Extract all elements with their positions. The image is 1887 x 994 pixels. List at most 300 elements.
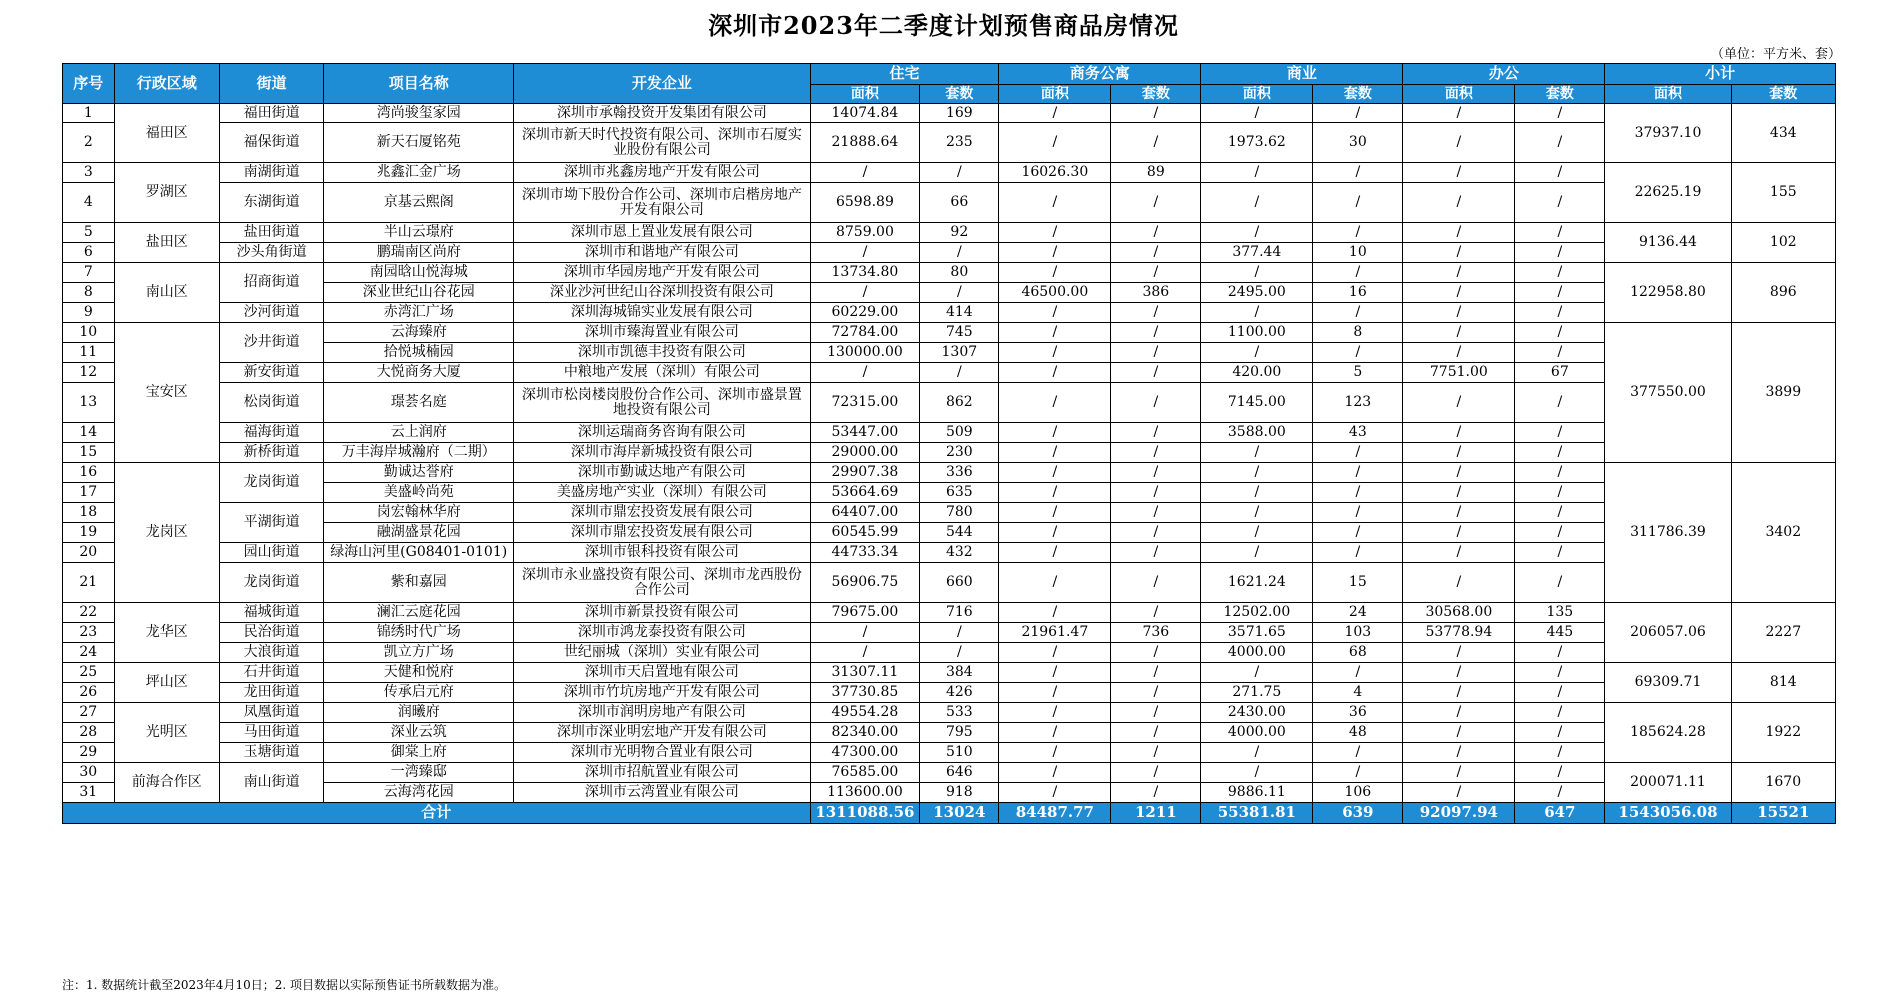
res-area-cell: 60545.99 xyxy=(810,523,920,543)
header-street: 街道 xyxy=(219,64,323,104)
biz-units-cell: 8 xyxy=(1313,323,1403,343)
off-area-cell: 7751.00 xyxy=(1403,363,1515,383)
biz-units-cell: 16 xyxy=(1313,283,1403,303)
developer-cell: 深圳市光明物合置业有限公司 xyxy=(514,743,810,763)
apt-area-cell: / xyxy=(999,383,1111,423)
off-area-cell: / xyxy=(1403,383,1515,423)
page-title: 深圳市2023年二季度计划预售商品房情况 xyxy=(708,11,1179,40)
res-units-cell: 66 xyxy=(920,183,999,223)
district-cell: 罗湖区 xyxy=(114,163,219,223)
street-cell: 凤凰街道 xyxy=(219,703,323,723)
off-units-cell: / xyxy=(1515,683,1605,703)
biz-area-cell: / xyxy=(1201,104,1313,123)
header-office: 办公 xyxy=(1403,64,1605,85)
total-sub-area: 1543056.08 xyxy=(1605,803,1731,824)
subtotal-area-cell: 37937.10 xyxy=(1605,104,1731,163)
apt-units-cell: / xyxy=(1111,363,1201,383)
seq-cell: 8 xyxy=(63,283,115,303)
off-units-cell: / xyxy=(1515,343,1605,363)
res-units-cell: 660 xyxy=(920,563,999,603)
res-area-cell: / xyxy=(810,163,920,183)
table-row xyxy=(63,563,1836,603)
apt-area-cell: / xyxy=(999,523,1111,543)
table-row xyxy=(63,363,1836,383)
district-cell: 宝安区 xyxy=(114,323,219,463)
apt-units-cell: / xyxy=(1111,123,1201,163)
biz-area-cell: / xyxy=(1201,183,1313,223)
seq-cell: 24 xyxy=(63,643,115,663)
res-area-cell: 82340.00 xyxy=(810,723,920,743)
project-name-cell: 绿海山河里(G08401-0101) xyxy=(324,543,514,563)
res-units-cell: 432 xyxy=(920,543,999,563)
subtotal-units-cell: 102 xyxy=(1731,223,1835,263)
res-units-cell: 795 xyxy=(920,723,999,743)
res-units-cell: 918 xyxy=(920,783,999,803)
street-cell: 沙头角街道 xyxy=(219,243,323,263)
developer-cell: 深圳市凯德丰投资有限公司 xyxy=(514,343,810,363)
developer-cell: 深圳市鼎宏投资发展有限公司 xyxy=(514,503,810,523)
off-area-cell: / xyxy=(1403,563,1515,603)
biz-area-cell: / xyxy=(1201,543,1313,563)
res-area-cell: 31307.11 xyxy=(810,663,920,683)
off-area-cell: / xyxy=(1403,443,1515,463)
apt-units-cell: / xyxy=(1111,243,1201,263)
off-units-cell: / xyxy=(1515,563,1605,603)
biz-units-cell: 5 xyxy=(1313,363,1403,383)
apt-area-cell: / xyxy=(999,104,1111,123)
subtotal-area-cell: 185624.28 xyxy=(1605,703,1731,763)
header-off-units: 套数 xyxy=(1515,85,1605,104)
developer-cell: 深圳市银科投资有限公司 xyxy=(514,543,810,563)
res-area-cell: 60229.00 xyxy=(810,303,920,323)
apt-area-cell: 16026.30 xyxy=(999,163,1111,183)
biz-units-cell: / xyxy=(1313,443,1403,463)
apt-units-cell: / xyxy=(1111,743,1201,763)
off-units-cell: / xyxy=(1515,483,1605,503)
apt-units-cell: / xyxy=(1111,563,1201,603)
seq-cell: 17 xyxy=(63,483,115,503)
off-area-cell: / xyxy=(1403,323,1515,343)
project-name-cell: 万丰海岸城瀚府（二期） xyxy=(324,443,514,463)
seq-cell: 15 xyxy=(63,443,115,463)
table-row xyxy=(63,463,1836,483)
res-units-cell: 384 xyxy=(920,663,999,683)
table-row xyxy=(63,763,1836,783)
street-cell: 福城街道 xyxy=(219,603,323,623)
res-area-cell: 56906.75 xyxy=(810,563,920,603)
district-cell: 南山区 xyxy=(114,263,219,323)
res-units-cell: 230 xyxy=(920,443,999,463)
biz-units-cell: / xyxy=(1313,104,1403,123)
off-area-cell: / xyxy=(1403,283,1515,303)
project-name-cell: 鹏瑞南区尚府 xyxy=(324,243,514,263)
biz-units-cell: 15 xyxy=(1313,563,1403,603)
biz-units-cell: 106 xyxy=(1313,783,1403,803)
biz-area-cell: 4000.00 xyxy=(1201,723,1313,743)
project-name-cell: 云海湾花园 xyxy=(324,783,514,803)
developer-cell: 深圳市竹坑房地产开发有限公司 xyxy=(514,683,810,703)
developer-cell: 深圳市润明房地产有限公司 xyxy=(514,703,810,723)
biz-area-cell: / xyxy=(1201,263,1313,283)
developer-cell: 深圳运瑞商务咨询有限公司 xyxy=(514,423,810,443)
apt-area-cell: / xyxy=(999,603,1111,623)
res-area-cell: 21888.64 xyxy=(810,123,920,163)
seq-cell: 25 xyxy=(63,663,115,683)
street-cell: 松岗街道 xyxy=(219,383,323,423)
res-area-cell: 53664.69 xyxy=(810,483,920,503)
res-units-cell: 92 xyxy=(920,223,999,243)
header-district: 行政区域 xyxy=(114,64,219,104)
off-area-cell: / xyxy=(1403,423,1515,443)
apt-area-cell: / xyxy=(999,123,1111,163)
header-apt-area: 面积 xyxy=(999,85,1111,104)
res-units-cell: / xyxy=(920,243,999,263)
apt-area-cell: / xyxy=(999,703,1111,723)
res-area-cell: 72315.00 xyxy=(810,383,920,423)
apt-units-cell: / xyxy=(1111,503,1201,523)
off-area-cell: / xyxy=(1403,123,1515,163)
seq-cell: 6 xyxy=(63,243,115,263)
res-area-cell: / xyxy=(810,243,920,263)
project-name-cell: 南园晗山悦海城 xyxy=(324,263,514,283)
project-name-cell: 锦绣时代广场 xyxy=(324,623,514,643)
biz-units-cell: 48 xyxy=(1313,723,1403,743)
apt-units-cell: / xyxy=(1111,703,1201,723)
off-units-cell: / xyxy=(1515,123,1605,163)
apt-area-cell: / xyxy=(999,683,1111,703)
apt-area-cell: / xyxy=(999,663,1111,683)
table-row xyxy=(63,483,1836,503)
table-row xyxy=(63,703,1836,723)
apt-area-cell: / xyxy=(999,763,1111,783)
table-row xyxy=(63,663,1836,683)
seq-cell: 11 xyxy=(63,343,115,363)
off-area-cell: / xyxy=(1403,163,1515,183)
seq-cell: 20 xyxy=(63,543,115,563)
apt-units-cell: / xyxy=(1111,423,1201,443)
res-units-cell: 509 xyxy=(920,423,999,443)
project-name-cell: 赤湾汇广场 xyxy=(324,303,514,323)
apt-units-cell: / xyxy=(1111,104,1201,123)
apt-area-cell: / xyxy=(999,743,1111,763)
subtotal-units-cell: 3899 xyxy=(1731,323,1835,463)
seq-cell: 29 xyxy=(63,743,115,763)
developer-cell: 深圳市松岗楼岗股份合作公司、深圳市盛景置地投资有限公司 xyxy=(514,383,810,423)
subtotal-area-cell: 377550.00 xyxy=(1605,323,1731,463)
res-area-cell: / xyxy=(810,363,920,383)
biz-units-cell: 30 xyxy=(1313,123,1403,163)
off-area-cell: / xyxy=(1403,343,1515,363)
res-units-cell: / xyxy=(920,283,999,303)
res-area-cell: 29000.00 xyxy=(810,443,920,463)
apt-area-cell: 21961.47 xyxy=(999,623,1111,643)
header-commercial-apartment: 商务公寓 xyxy=(999,64,1201,85)
developer-cell: 深圳市天启置地有限公司 xyxy=(514,663,810,683)
subtotal-area-cell: 9136.44 xyxy=(1605,223,1731,263)
project-name-cell: 湾尚骏玺家园 xyxy=(324,104,514,123)
table-row xyxy=(63,743,1836,763)
developer-cell: 深圳市恩上置业发展有限公司 xyxy=(514,223,810,243)
off-units-cell: / xyxy=(1515,663,1605,683)
seq-cell: 1 xyxy=(63,104,115,123)
table-row xyxy=(63,243,1836,263)
biz-units-cell: / xyxy=(1313,303,1403,323)
biz-area-cell: / xyxy=(1201,743,1313,763)
project-name-cell: 一湾臻邸 xyxy=(324,763,514,783)
header-business: 商业 xyxy=(1201,64,1403,85)
off-area-cell: / xyxy=(1403,104,1515,123)
table-row xyxy=(63,523,1836,543)
project-name-cell: 紫和嘉园 xyxy=(324,563,514,603)
apt-area-cell: / xyxy=(999,183,1111,223)
street-cell: 南山街道 xyxy=(219,763,323,803)
developer-cell: 深圳市臻海置业有限公司 xyxy=(514,323,810,343)
header-sub-units: 套数 xyxy=(1731,85,1835,104)
header-seq: 序号 xyxy=(63,64,115,104)
biz-area-cell: / xyxy=(1201,343,1313,363)
off-units-cell: / xyxy=(1515,543,1605,563)
subtotal-area-cell: 311786.39 xyxy=(1605,463,1731,603)
biz-units-cell: / xyxy=(1313,663,1403,683)
res-area-cell: 14074.84 xyxy=(810,104,920,123)
apt-units-cell: / xyxy=(1111,183,1201,223)
res-units-cell: 235 xyxy=(920,123,999,163)
developer-cell: 深圳市新天时代投资有限公司、深圳市石厦实业股份有限公司 xyxy=(514,123,810,163)
subtotal-units-cell: 434 xyxy=(1731,104,1835,163)
res-area-cell: 37730.85 xyxy=(810,683,920,703)
off-area-cell: / xyxy=(1403,783,1515,803)
biz-area-cell: 9886.11 xyxy=(1201,783,1313,803)
biz-units-cell: / xyxy=(1313,763,1403,783)
biz-area-cell: 4000.00 xyxy=(1201,643,1313,663)
table-row xyxy=(63,503,1836,523)
apt-units-cell: / xyxy=(1111,483,1201,503)
project-name-cell: 天健和悦府 xyxy=(324,663,514,683)
apt-area-cell: / xyxy=(999,783,1111,803)
apt-units-cell: / xyxy=(1111,463,1201,483)
res-units-cell: 336 xyxy=(920,463,999,483)
subtotal-units-cell: 155 xyxy=(1731,163,1835,223)
apt-area-cell: / xyxy=(999,483,1111,503)
res-area-cell: / xyxy=(810,283,920,303)
street-cell: 龙岗街道 xyxy=(219,463,323,503)
res-units-cell: 414 xyxy=(920,303,999,323)
subtotal-units-cell: 814 xyxy=(1731,663,1835,703)
developer-cell: 世纪丽城（深圳）实业有限公司 xyxy=(514,643,810,663)
apt-units-cell: / xyxy=(1111,343,1201,363)
off-units-cell: / xyxy=(1515,223,1605,243)
off-units-cell: / xyxy=(1515,303,1605,323)
res-area-cell: / xyxy=(810,643,920,663)
apt-area-cell: / xyxy=(999,423,1111,443)
res-area-cell: 79675.00 xyxy=(810,603,920,623)
district-cell: 前海合作区 xyxy=(114,763,219,803)
project-name-cell: 拾悦城楠园 xyxy=(324,343,514,363)
apt-area-cell: / xyxy=(999,243,1111,263)
off-area-cell: / xyxy=(1403,763,1515,783)
res-area-cell: 49554.28 xyxy=(810,703,920,723)
apt-area-cell: / xyxy=(999,323,1111,343)
developer-cell: 美盛房地产实业（深圳）有限公司 xyxy=(514,483,810,503)
apt-units-cell: / xyxy=(1111,443,1201,463)
header-res-units: 套数 xyxy=(920,85,999,104)
off-area-cell: / xyxy=(1403,723,1515,743)
table-row xyxy=(63,283,1836,303)
total-biz-area: 55381.81 xyxy=(1201,803,1313,824)
off-units-cell: / xyxy=(1515,703,1605,723)
res-area-cell: 44733.34 xyxy=(810,543,920,563)
street-cell: 福保街道 xyxy=(219,123,323,163)
off-area-cell: / xyxy=(1403,483,1515,503)
table-row xyxy=(63,163,1836,183)
table-row xyxy=(63,223,1836,243)
district-cell: 盐田区 xyxy=(114,223,219,263)
off-units-cell: / xyxy=(1515,643,1605,663)
seq-cell: 4 xyxy=(63,183,115,223)
street-cell: 龙岗街道 xyxy=(219,563,323,603)
off-units-cell: 445 xyxy=(1515,623,1605,643)
seq-cell: 10 xyxy=(63,323,115,343)
seq-cell: 22 xyxy=(63,603,115,623)
developer-cell: 深圳市海岸新城投资有限公司 xyxy=(514,443,810,463)
biz-units-cell: / xyxy=(1313,483,1403,503)
apt-area-cell: / xyxy=(999,643,1111,663)
apt-units-cell: / xyxy=(1111,223,1201,243)
off-units-cell: / xyxy=(1515,723,1605,743)
off-area-cell: / xyxy=(1403,683,1515,703)
apt-units-cell: / xyxy=(1111,763,1201,783)
biz-area-cell: / xyxy=(1201,503,1313,523)
seq-cell: 7 xyxy=(63,263,115,283)
street-cell: 招商街道 xyxy=(219,263,323,303)
table-row xyxy=(63,383,1836,423)
off-units-cell: / xyxy=(1515,463,1605,483)
biz-units-cell: / xyxy=(1313,263,1403,283)
project-name-cell: 御棠上府 xyxy=(324,743,514,763)
developer-cell: 深圳市永业盛投资有限公司、深圳市龙西股份合作公司 xyxy=(514,563,810,603)
developer-cell: 中粮地产发展（深圳）有限公司 xyxy=(514,363,810,383)
developer-cell: 深业沙河世纪山谷深圳投资有限公司 xyxy=(514,283,810,303)
header-apt-units: 套数 xyxy=(1111,85,1201,104)
presale-table xyxy=(62,63,1836,824)
res-units-cell: 510 xyxy=(920,743,999,763)
project-name-cell: 云海臻府 xyxy=(324,323,514,343)
off-units-cell: / xyxy=(1515,183,1605,223)
off-area-cell: / xyxy=(1403,643,1515,663)
biz-units-cell: 68 xyxy=(1313,643,1403,663)
table-row xyxy=(63,643,1836,663)
developer-cell: 深圳市招航置业有限公司 xyxy=(514,763,810,783)
off-area-cell: / xyxy=(1403,243,1515,263)
apt-area-cell: / xyxy=(999,503,1111,523)
biz-units-cell: / xyxy=(1313,343,1403,363)
off-units-cell: / xyxy=(1515,743,1605,763)
seq-cell: 3 xyxy=(63,163,115,183)
total-sub-units: 15521 xyxy=(1731,803,1835,824)
header-res-area: 面积 xyxy=(810,85,920,104)
total-apt-area: 84487.77 xyxy=(999,803,1111,824)
biz-units-cell: 103 xyxy=(1313,623,1403,643)
apt-units-cell: / xyxy=(1111,523,1201,543)
project-name-cell: 美盛岭尚苑 xyxy=(324,483,514,503)
table-row xyxy=(63,343,1836,363)
header-biz-area: 面积 xyxy=(1201,85,1313,104)
res-units-cell: 533 xyxy=(920,703,999,723)
res-units-cell: / xyxy=(920,643,999,663)
project-name-cell: 勤诚达誉府 xyxy=(324,463,514,483)
res-units-cell: 646 xyxy=(920,763,999,783)
apt-units-cell: 736 xyxy=(1111,623,1201,643)
header-subtotal: 小计 xyxy=(1605,64,1836,85)
table-body xyxy=(63,104,1836,824)
apt-area-cell: / xyxy=(999,223,1111,243)
subtotal-area-cell: 69309.71 xyxy=(1605,663,1731,703)
res-units-cell: / xyxy=(920,163,999,183)
biz-area-cell: 1973.62 xyxy=(1201,123,1313,163)
seq-cell: 30 xyxy=(63,763,115,783)
res-units-cell: 169 xyxy=(920,104,999,123)
res-area-cell: 130000.00 xyxy=(810,343,920,363)
apt-units-cell: / xyxy=(1111,723,1201,743)
off-units-cell: / xyxy=(1515,523,1605,543)
biz-units-cell: 24 xyxy=(1313,603,1403,623)
res-area-cell: / xyxy=(810,623,920,643)
res-units-cell: 80 xyxy=(920,263,999,283)
apt-units-cell: / xyxy=(1111,663,1201,683)
table-row xyxy=(63,323,1836,343)
off-units-cell: / xyxy=(1515,443,1605,463)
off-units-cell: / xyxy=(1515,783,1605,803)
apt-units-cell: / xyxy=(1111,783,1201,803)
biz-area-cell: 377.44 xyxy=(1201,243,1313,263)
street-cell: 沙井街道 xyxy=(219,323,323,363)
table-row xyxy=(63,683,1836,703)
street-cell: 新桥街道 xyxy=(219,443,323,463)
seq-cell: 5 xyxy=(63,223,115,243)
res-units-cell: 716 xyxy=(920,603,999,623)
res-units-cell: 862 xyxy=(920,383,999,423)
off-area-cell: / xyxy=(1403,223,1515,243)
total-label: 合计 xyxy=(63,803,811,824)
seq-cell: 13 xyxy=(63,383,115,423)
developer-cell: 深圳市坳下股份合作公司、深圳市启楷房地产开发有限公司 xyxy=(514,183,810,223)
biz-area-cell: 1621.24 xyxy=(1201,563,1313,603)
off-units-cell: / xyxy=(1515,423,1605,443)
total-off-area: 92097.94 xyxy=(1403,803,1515,824)
developer-cell: 深圳市兆鑫房地产开发有限公司 xyxy=(514,163,810,183)
off-units-cell: 135 xyxy=(1515,603,1605,623)
biz-area-cell: / xyxy=(1201,443,1313,463)
developer-cell: 深圳市承翰投资开发集团有限公司 xyxy=(514,104,810,123)
district-cell: 龙华区 xyxy=(114,603,219,663)
seq-cell: 21 xyxy=(63,563,115,603)
res-units-cell: 1307 xyxy=(920,343,999,363)
seq-cell: 19 xyxy=(63,523,115,543)
off-units-cell: / xyxy=(1515,163,1605,183)
biz-units-cell: 123 xyxy=(1313,383,1403,423)
biz-area-cell: / xyxy=(1201,303,1313,323)
street-cell: 龙田街道 xyxy=(219,683,323,703)
off-units-cell: / xyxy=(1515,263,1605,283)
street-cell: 大浪街道 xyxy=(219,643,323,663)
off-area-cell: 30568.00 xyxy=(1403,603,1515,623)
off-area-cell: / xyxy=(1403,263,1515,283)
off-units-cell: / xyxy=(1515,283,1605,303)
seq-cell: 9 xyxy=(63,303,115,323)
off-area-cell: / xyxy=(1403,523,1515,543)
biz-area-cell: 3571.65 xyxy=(1201,623,1313,643)
district-cell: 龙岗区 xyxy=(114,463,219,603)
